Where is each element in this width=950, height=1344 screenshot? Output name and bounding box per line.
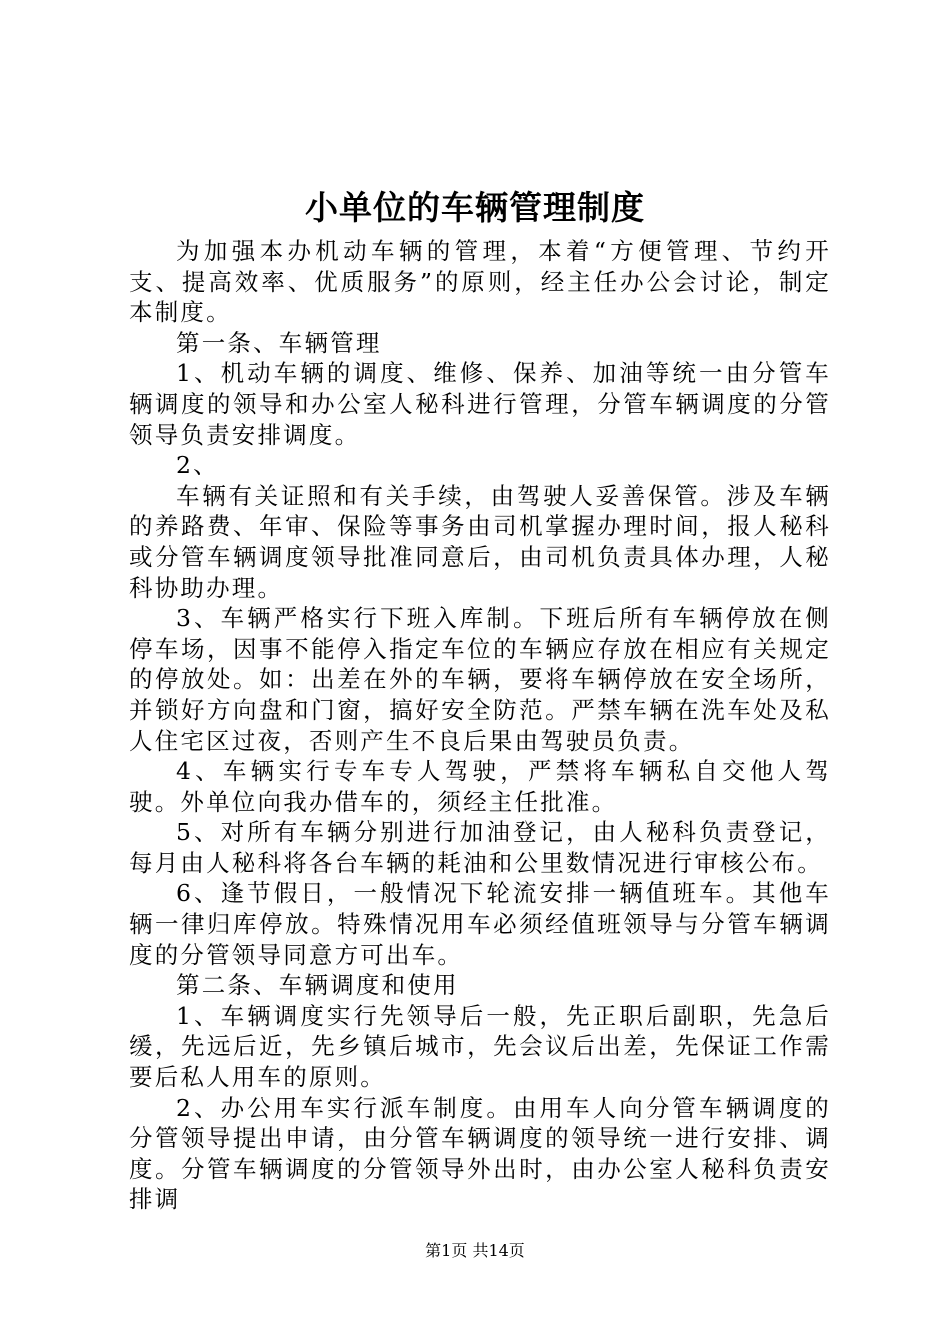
paragraph-1-3: 3、车辆严格实行下班入库制。下班后所有车辆停放在侧停车场，因事不能停入指定车位的车辆应存放在相应有关规定的停放处。如：出差在外的车辆，要将车辆停放在安全场所，并锁好方向盘和门窗，搞好安全防范。严禁车辆在洗车处及私人住宅区过夜，否则产生不良后果由驾驶员负责。 <box>129 604 831 755</box>
paragraph-1-2: 车辆有关证照和有关手续，由驾驶人妥善保管。涉及车辆的养路费、年审、保险等事务由司机掌握办理时间，报人秘科或分管车辆调度领导批准同意后，由司机负责具体办理，人秘科协助办理。 <box>129 481 831 602</box>
paragraph-1-5: 5、对所有车辆分别进行加油登记，由人秘科负责登记，每月由人秘科将各台车辆的耗油和公里数情况进行审核公布。 <box>129 818 831 877</box>
paragraph-1-1: 1、机动车辆的调度、维修、保养、加油等统一由分管车辆调度的领导和办公室人秘科进行管理，分管车辆调度的分管领导负责安排调度。 <box>129 359 831 449</box>
page-number-footer: 第1页 共14页 <box>425 1241 525 1260</box>
paragraph-2-1: 1、车辆调度实行先领导后一般，先正职后副职，先急后缓，先远后近，先乡镇后城市，先会议后出差，先保证工作需要后私人用车的原则。 <box>129 1001 831 1092</box>
section-heading-2: 第二条、车辆调度和使用 <box>176 971 459 1000</box>
document-body <box>129 236 831 1215</box>
section-heading-1: 第一条、车辆管理 <box>176 328 382 357</box>
paragraph-2-2: 2、办公用车实行派车制度。由用车人向分管车辆调度的分管领导提出申请，由分管车辆调度的领导统一进行安排、调度。分管车辆调度的分管领导外出时，由办公室人秘科负责安排调 <box>129 1093 831 1214</box>
document-title: 小单位的车辆管理制度 <box>305 188 645 227</box>
paragraph-1-2-number: 2、 <box>176 451 219 480</box>
paragraph-1-6: 6、逢节假日，一般情况下轮流安排一辆值班车。其他车辆一律归库停放。特殊情况用车必须经值班领导与分管车辆调度的分管领导同意方可出车。 <box>129 879 831 969</box>
paragraph-intro: 为加强本办机动车辆的管理，本着“方便管理、节约开支、提高效率、优质服务”的原则，经主任办公会讨论，制定本制度。 <box>129 237 831 327</box>
paragraph-1-4: 4、车辆实行专车专人驾驶，严禁将车辆私自交他人驾驶。外单位向我办借车的，须经主任批准。 <box>129 757 831 816</box>
